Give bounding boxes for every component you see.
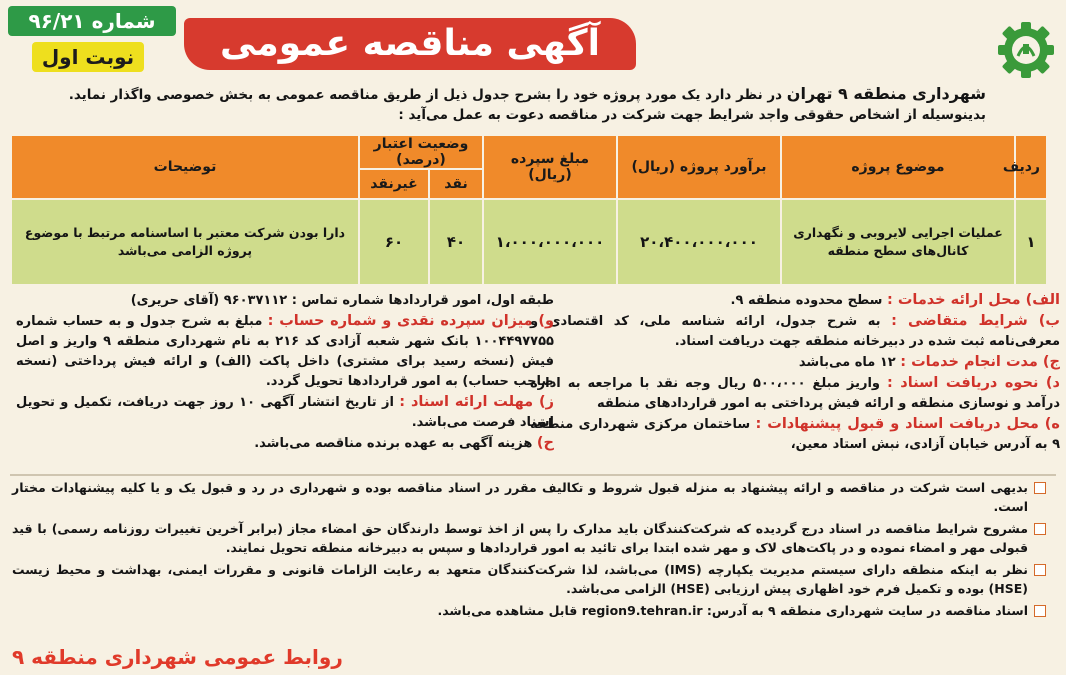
cell-cash: ۴۰: [429, 199, 483, 285]
note-item: [12, 478, 1048, 516]
condition-text: از تاریخ انتشار آگهی ۱۰ روز جهت دریافت، تکمیل و تحویل اسناد فرصت می‌باشد.: [16, 395, 554, 430]
header-cash: نقد: [429, 169, 483, 199]
condition-item: [16, 290, 554, 311]
condition-text: ساختمان مرکزی شهرداری منطقه ۹ به آدرس خیابان آزادی، نبش استاد معین،: [530, 417, 1060, 452]
checkbox-icon: [1034, 482, 1046, 494]
note-item: [12, 519, 1048, 557]
header-noncash: غیرنقد: [359, 169, 429, 199]
round-badge: نوبت اول: [32, 42, 144, 72]
public-relations-signature: روابط عمومی شهرداری منطقه ۹: [12, 645, 343, 669]
cell-row-number: ۱: [1015, 199, 1047, 285]
condition-heading: و) میزان سپرده نقدی و شماره حساب :: [267, 313, 554, 329]
divider: [10, 474, 1056, 476]
condition-item: [16, 392, 554, 433]
conditions-left-column: [16, 290, 554, 454]
organization-name: شهرداری منطقه ۹ تهران: [786, 84, 986, 103]
checkbox-icon: [1034, 564, 1046, 576]
condition-heading: ب) شرایط متقاضی :: [891, 313, 1060, 329]
note-text: اسناد مناقصه در سایت شهرداری منطقه ۹ به آدرس: region9.tehran.ir قابل مشاهده می‌باشد.: [437, 603, 1028, 618]
condition-text: به شرح جدول، ارائه شناسه ملی، کد اقتصادی و معرفی‌نامه ثبت شده در دبیرخانه منطقه جهت دریافت اسناد.: [530, 314, 1060, 349]
checkbox-icon: [1034, 523, 1046, 535]
condition-text: مبلغ به شرح جدول و به حساب شماره ۱۰۰۴۴۹۷۷۵۵ بانک شهر شعبه آزادی کد ۲۱۶ به نام شهرداری منطقه ۹ واریز و اصل فیش (نسخه رسید برای مشتری) داخل پاکت (الف) و ارائه فیش پرداختی (نسخه صاحب حساب) به امور قراردادها تحویل گردد.: [16, 314, 554, 389]
cell-subject: عملیات اجرایی لایروبی و نگهداری کانال‌های سطح منطقه: [781, 199, 1015, 285]
header-row-number: ردیف: [1015, 135, 1047, 199]
header-description: توضیحات: [11, 135, 359, 199]
municipality-logo-icon: [994, 18, 1058, 82]
condition-heading: ح): [536, 435, 554, 451]
cell-noncash: ۶۰: [359, 199, 429, 285]
cell-estimate: ۲۰،۴۰۰،۰۰۰،۰۰۰: [617, 199, 781, 285]
condition-item: [530, 414, 1060, 455]
intro-text: [6, 84, 986, 125]
conditions-right-column: [530, 290, 1060, 455]
header-credit: وضعیت اعتبار (درصد): [359, 135, 483, 169]
note-item: [12, 601, 1048, 620]
condition-text: ۱۲ ماه می‌باشد: [798, 355, 901, 370]
condition-item: [16, 311, 554, 392]
intro-line-2: بدینوسیله از اشخاص حقوقی واجد شرایط جهت شرکت در مناقصه دعوت به عمل می‌آید :: [398, 107, 986, 123]
project-table: [10, 134, 1048, 286]
condition-text: هزینه آگهی به عهده برنده مناقصه می‌باشد.: [254, 436, 537, 451]
condition-item: [530, 311, 1060, 352]
issue-number-badge: شماره ۹۶/۲۱: [8, 6, 176, 36]
notes-list: [12, 478, 1048, 623]
condition-text: سطح محدوده منطقه ۹.: [730, 293, 887, 308]
checkbox-icon: [1034, 605, 1046, 617]
note-text: مشروح شرایط مناقصه در اسناد درج گردیده که شرکت‌کنندگان باید مدارک را پس از اخذ توسط دارندگان حق امضاء مجاز (برابر آخرین تغییرات روزنامه رسمی) با قید قبولی مهر و امضاء نموده و در پاکت‌های لاک و مهر شده ابتدا برای تائید به امور قراردادها و سپس به دبیرخانه منطقه تحویل نمایند.: [12, 521, 1028, 555]
condition-heading: ج) مدت انجام خدمات :: [900, 354, 1060, 370]
cell-description: دارا بودن شرکت معتبر با اساسنامه مرتبط با موضوع پروژه الزامی می‌باشد: [11, 199, 359, 285]
header-deposit: مبلغ سپرده (ریال): [483, 135, 617, 199]
intro-line-1: در نظر دارد یک مورد پروژه خود را بشرح جدول ذیل از طریق مناقصه عمومی به بخش خصوصی واگذار نماید.: [68, 87, 783, 103]
condition-item: [16, 433, 554, 454]
cell-deposit: ۱،۰۰۰،۰۰۰،۰۰۰: [483, 199, 617, 285]
note-text: نظر به اینکه منطقه دارای سیستم مدیریت یکپارچه (IMS) می‌باشد، لذا شرکت‌کنندگان متعهد به رعایت الزامات قانونی و مقررات ایمنی، بهداشت و محیط زیست (HSE) بوده و تکمیل فرم خود اظهاری پیش ارزیابی (HSE) الزامی می‌باشد.: [12, 562, 1028, 596]
notice-title: آگهی مناقصه عمومی: [184, 18, 636, 70]
condition-text: طبقه اول، امور قراردادها شماره تماس : ۹۶۰۳۷۱۱۲ (آقای حریری): [130, 293, 554, 308]
condition-item: [530, 373, 1060, 414]
condition-heading: د) نحوه دریافت اسناد :: [887, 375, 1060, 391]
note-item: [12, 560, 1048, 598]
condition-item: [530, 352, 1060, 373]
condition-text: واریز مبلغ ۵۰۰،۰۰۰ ریال وجه نقد با مراجعه به اداره درآمد و نوسازی منطقه و ارائه فیش پرداختی به امور قراردادهای منطقه: [530, 376, 1060, 411]
note-text: بدیهی است شرکت در مناقصه و ارائه پیشنهاد به منزله قبول شروط و تکالیف مقرر در اسناد مناقصه بوده و شهرداری در رد و قبول یک و یا کلیه پیشنهادات مختار است.: [12, 480, 1028, 514]
condition-heading: الف) محل ارائه خدمات :: [886, 292, 1060, 308]
condition-heading: ه) محل دریافت اسناد و قبول پیشنهادات :: [755, 416, 1060, 432]
condition-heading: ز) مهلت ارائه اسناد :: [399, 394, 554, 410]
table-row: [11, 199, 1047, 285]
header-subject: موضوع پروژه: [781, 135, 1015, 199]
header-estimate: برآورد پروژه (ریال): [617, 135, 781, 199]
condition-item: [530, 290, 1060, 311]
